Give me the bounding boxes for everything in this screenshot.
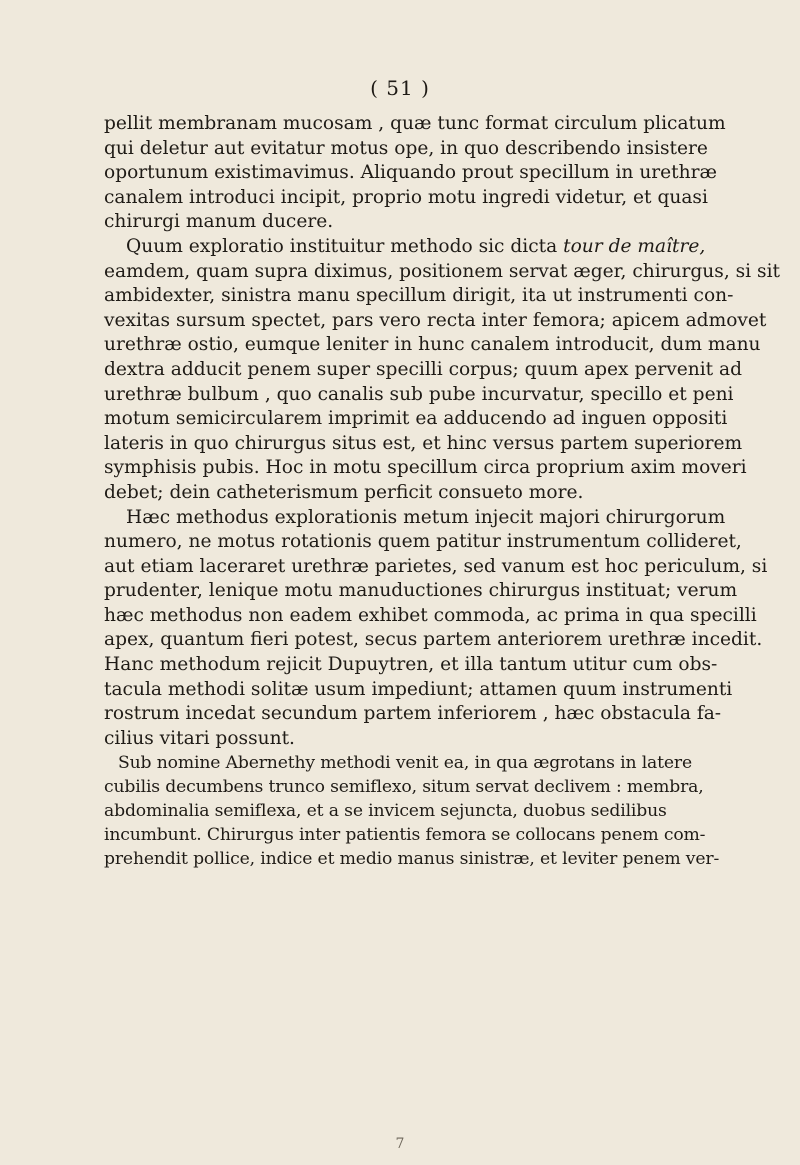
text-line: Sub nomine Abernethy methodi venit ea, in qua ægrotans in latere [118, 753, 693, 774]
text-line: Hanc methodum rejicit Dupuytren, et illa tantum utitur cum obs- [104, 654, 718, 676]
text-line: hæc methodus non eadem exhibet commoda, ac prima in qua specilli [104, 604, 757, 626]
text-line: motum semicircularem imprimit ea adducendo ad inguen oppositi [104, 408, 728, 430]
text-line [104, 235, 706, 260]
text-line: urethræ bulbum , quo canalis sub pube incurvatur, specillo et peni [104, 383, 734, 405]
text-line: oportunum existimavimus. Aliquando prout specillum in urethræ [104, 162, 717, 184]
text-line: lateris in quo chirurgus situs est, et hinc versus partem superiorem [104, 432, 743, 454]
text-line-lead: Quum exploratio instituitur methodo sic dicta [126, 235, 558, 257]
text-line: ambidexter, sinistra manu specillum dirigit, ita ut instrumenti con- [104, 285, 734, 307]
text-line: incumbunt. Chirurgus inter patientis femora se collocans penem com- [104, 825, 706, 846]
text-line: cubilis decumbens trunco semiflexo, situm servat declivem : membra, [104, 777, 704, 798]
italic-phrase: tour de maître, [563, 235, 706, 257]
text-line: urethræ ostio, eumque leniter in hunc canalem introducit, dum manu [104, 334, 761, 356]
text-line: dextra adducit penem super specilli corpus; quum apex pervenit ad [104, 358, 743, 380]
text-line: qui deletur aut evitatur motus ope, in quo describendo insistere [104, 137, 708, 159]
signature-mark: 7 [395, 1136, 405, 1152]
text-line: apex, quantum fieri potest, secus partem anteriorem urethræ incedit. [104, 629, 763, 651]
text-line: rostrum incedat secundum partem inferiorem , hæc obstacula fa- [104, 703, 722, 725]
text-line: symphisis pubis. Hoc in motu specillum circa proprium axim moveri [104, 457, 747, 479]
text-line: prudenter, lenique motu manuductiones chirurgus instituat; verum [104, 580, 738, 602]
page-number: ( 51 ) [370, 76, 430, 100]
text-line: pellit membranam mucosam , quæ tunc format circulum plicatum [104, 113, 726, 134]
text-line: debet; dein catheterismum perficit consueto more. [104, 481, 584, 503]
text-line: cilius vitari possunt. [104, 727, 295, 749]
text-line: eamdem, quam supra diximus, positionem servat æger, chirurgus, si sit [104, 260, 781, 282]
text-line: numero, ne motus rotationis quem patitur instrumentum collideret, [104, 531, 742, 553]
text-line: prehendit pollice, indice et medio manus sinistræ, et leviter penem ver- [104, 849, 720, 870]
text-line: vexitas sursum spectet, pars vero recta inter femora; apicem admovet [104, 309, 767, 331]
body-text [104, 112, 781, 871]
text-line: aut etiam laceraret urethræ parietes, sed vanum est hoc periculum, si [104, 555, 768, 577]
text-line: canalem introduci incipit, proprio motu ingredi videtur, et quasi [104, 186, 708, 208]
text-line: Hæc methodus explorationis metum injecit majori chirurgorum [126, 506, 726, 528]
text-line: chirurgi manum ducere. [104, 211, 334, 233]
text-line: abdominalia semiflexa, et a se invicem sejuncta, duobus sedilibus [104, 801, 667, 822]
text-line: tacula methodi solitæ usum impediunt; attamen quum instrumenti [104, 678, 733, 700]
